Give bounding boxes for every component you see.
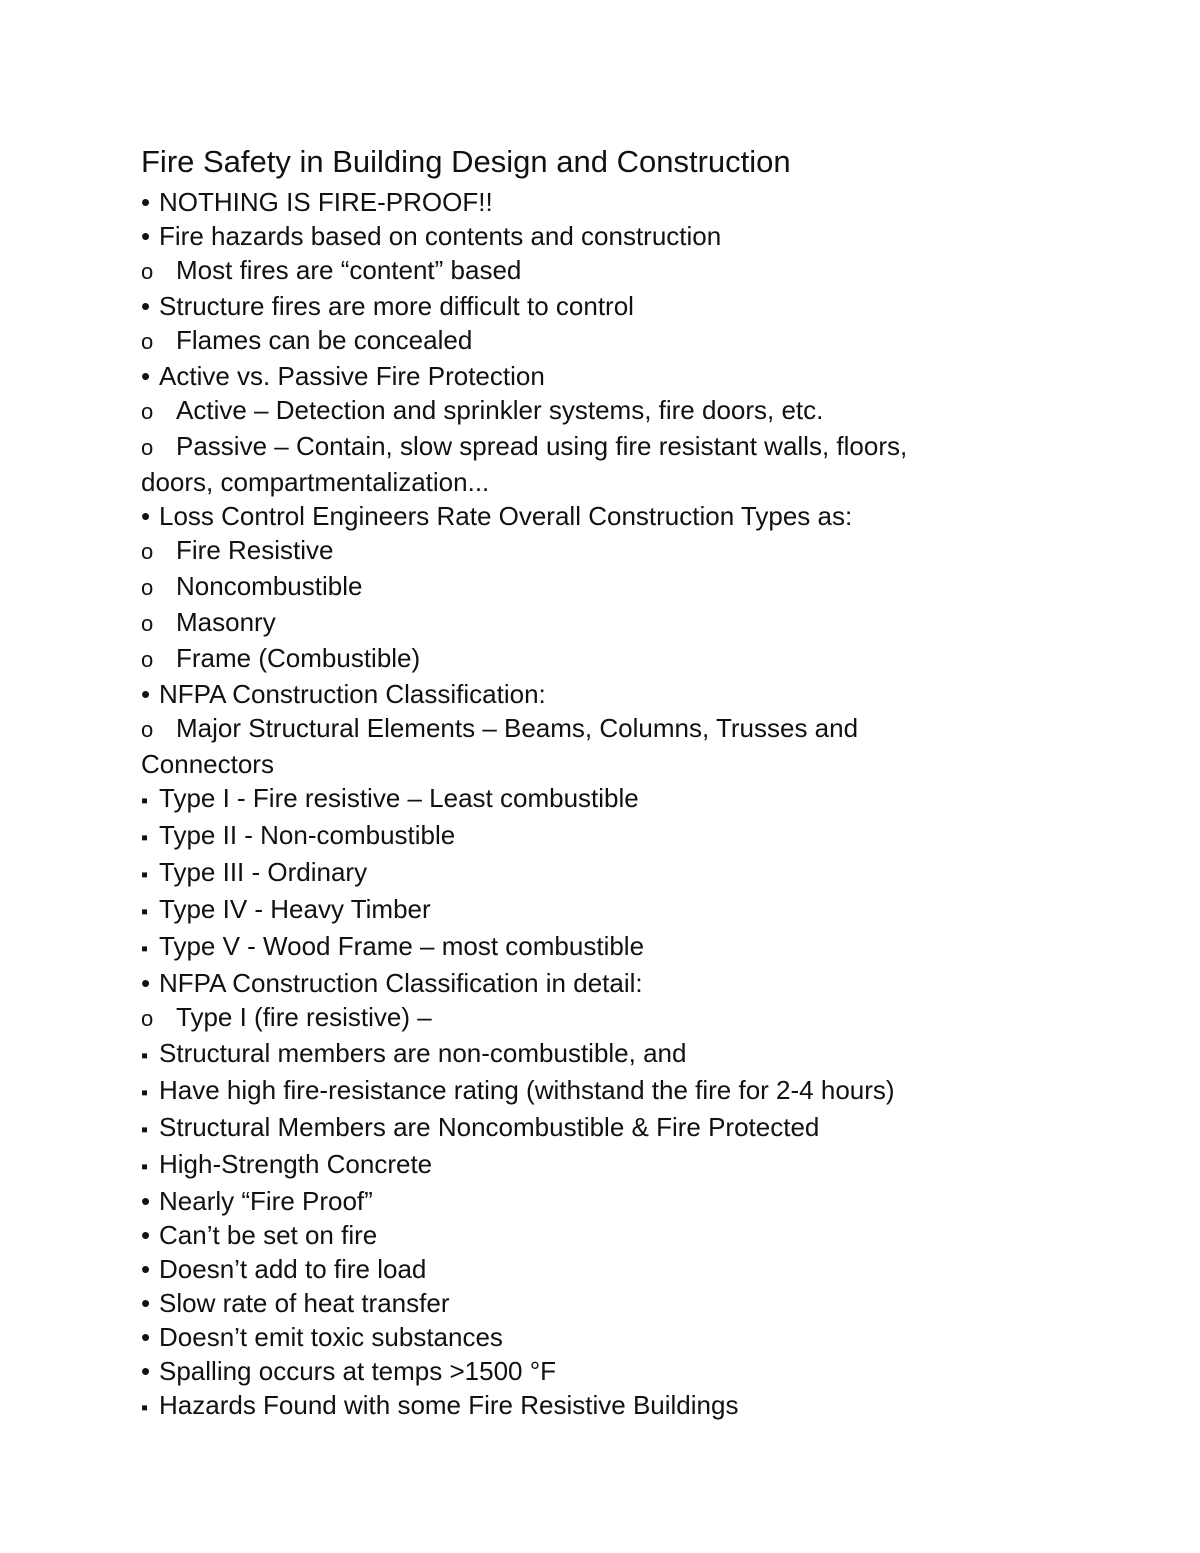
outline-line [141, 1286, 1141, 1320]
outline-line [141, 818, 1141, 855]
outline-line [141, 499, 1141, 533]
document-title: Fire Safety in Building Design and Construction [141, 144, 791, 179]
bullet-marker: • [141, 501, 151, 531]
sub-marker: o [141, 259, 154, 284]
square-marker: ▪ [141, 1397, 149, 1419]
outline-line [141, 892, 1141, 929]
square-marker: ▪ [141, 827, 149, 849]
outline-line-text: Type V - Wood Frame – most combustible [159, 931, 645, 961]
outline-line [141, 855, 1141, 892]
outline-line [141, 1110, 1141, 1147]
sub-marker: o [141, 647, 154, 672]
bullet-marker: • [141, 361, 151, 391]
outline-line [141, 1000, 1141, 1036]
square-marker: ▪ [141, 938, 149, 960]
outline-line-text: Flames can be concealed [176, 325, 473, 355]
outline-line [141, 605, 1141, 641]
sub-marker: o [141, 539, 154, 564]
outline-line [141, 747, 1141, 781]
outline-line-text: NFPA Construction Classification in detail: [159, 968, 643, 998]
outline-line [141, 1073, 1141, 1110]
outline-line [141, 1147, 1141, 1184]
bullet-marker: • [141, 1254, 151, 1284]
outline-line-text: Structural Members are Noncombustible & Fire Protected [159, 1112, 820, 1142]
sub-marker: o [141, 575, 154, 600]
outline-line-text: Slow rate of heat transfer [159, 1288, 450, 1318]
outline-line-text: Hazards Found with some Fire Resistive Buildings [159, 1390, 739, 1420]
outline-line-text: Fire hazards based on contents and construction [159, 221, 722, 251]
square-marker: ▪ [141, 1082, 149, 1104]
outline-line [141, 429, 1141, 465]
bullet-marker: • [141, 1186, 151, 1216]
outline-line-text: High-Strength Concrete [159, 1149, 433, 1179]
outline-line [141, 393, 1141, 429]
outline-line-text: Active vs. Passive Fire Protection [159, 361, 545, 391]
sub-marker: o [141, 329, 154, 354]
outline-line-text: Structural members are non-combustible, and [159, 1038, 687, 1068]
square-marker: ▪ [141, 790, 149, 812]
outline-line-text: Loss Control Engineers Rate Overall Construction Types as: [159, 501, 853, 531]
bullet-marker: • [141, 1220, 151, 1250]
outline-line-text: Doesn’t emit toxic substances [159, 1322, 503, 1352]
outline-line [141, 1036, 1141, 1073]
outline-line [141, 219, 1141, 253]
sub-marker: o [141, 611, 154, 636]
outline-line [141, 641, 1141, 677]
outline-line [141, 1354, 1141, 1388]
outline-line-text: Most fires are “content” based [176, 255, 522, 285]
square-marker: ▪ [141, 901, 149, 923]
outline-line-text: Nearly “Fire Proof” [159, 1186, 373, 1216]
bullet-marker: • [141, 1288, 151, 1318]
outline-line-text: Have high fire-resistance rating (withstand the fire for 2-4 hours) [159, 1075, 895, 1105]
bullet-marker: • [141, 1356, 151, 1386]
bullet-marker: • [141, 968, 151, 998]
outline-line-text: doors, compartmentalization... [141, 467, 490, 497]
outline-line-text: Structure fires are more difficult to control [159, 291, 634, 321]
outline-line [141, 359, 1141, 393]
outline-line [141, 966, 1141, 1000]
outline-line-text: Frame (Combustible) [176, 643, 421, 673]
outline-line-text: Fire Resistive [176, 535, 334, 565]
sub-marker: o [141, 717, 154, 742]
bullet-marker: • [141, 291, 151, 321]
outline-line [141, 1252, 1141, 1286]
outline-line-text: NOTHING IS FIRE-PROOF!! [159, 187, 493, 217]
outline-line-text: Noncombustible [176, 571, 363, 601]
outline-line-text: Type I (fire resistive) – [176, 1002, 432, 1032]
sub-marker: o [141, 399, 154, 424]
outline-line-text: Connectors [141, 749, 274, 779]
outline-line-text: Type III - Ordinary [159, 857, 368, 887]
square-marker: ▪ [141, 1119, 149, 1141]
outline-line [141, 929, 1141, 966]
outline-line [141, 1388, 1141, 1425]
bullet-marker: • [141, 679, 151, 709]
outline-line [141, 533, 1141, 569]
outline-line-text: Type I - Fire resistive – Least combustible [159, 783, 639, 813]
square-marker: ▪ [141, 1045, 149, 1067]
outline-line [141, 569, 1141, 605]
outline-line-text: NFPA Construction Classification: [159, 679, 546, 709]
outline-line-text: Masonry [176, 607, 276, 637]
outline-line [141, 1184, 1141, 1218]
outline-line [141, 323, 1141, 359]
outline-line [141, 711, 1141, 747]
outline-line [141, 1320, 1141, 1354]
bullet-marker: • [141, 221, 151, 251]
outline-line [141, 185, 1141, 219]
outline-line-text: Active – Detection and sprinkler systems, fire doors, etc. [176, 395, 824, 425]
outline-line-text: Type II - Non-combustible [159, 820, 456, 850]
outline-line-text: Can’t be set on fire [159, 1220, 378, 1250]
bullet-marker: • [141, 1322, 151, 1352]
outline-line [141, 253, 1141, 289]
outline-line-text: Major Structural Elements – Beams, Columns, Trusses and [176, 713, 859, 743]
outline-line-text: Passive – Contain, slow spread using fire resistant walls, floors, [176, 431, 908, 461]
outline-line-text: Spalling occurs at temps >1500 °F [159, 1356, 556, 1386]
outline-list [141, 185, 1141, 1425]
outline-line-text: Type IV - Heavy Timber [159, 894, 431, 924]
outline-line [141, 677, 1141, 711]
outline-line [141, 289, 1141, 323]
sub-marker: o [141, 435, 154, 460]
outline-line-text: Doesn’t add to fire load [159, 1254, 427, 1284]
outline-line [141, 1218, 1141, 1252]
bullet-marker: • [141, 187, 151, 217]
square-marker: ▪ [141, 864, 149, 886]
outline-line [141, 781, 1141, 818]
sub-marker: o [141, 1006, 154, 1031]
outline-line [141, 465, 1141, 499]
square-marker: ▪ [141, 1156, 149, 1178]
